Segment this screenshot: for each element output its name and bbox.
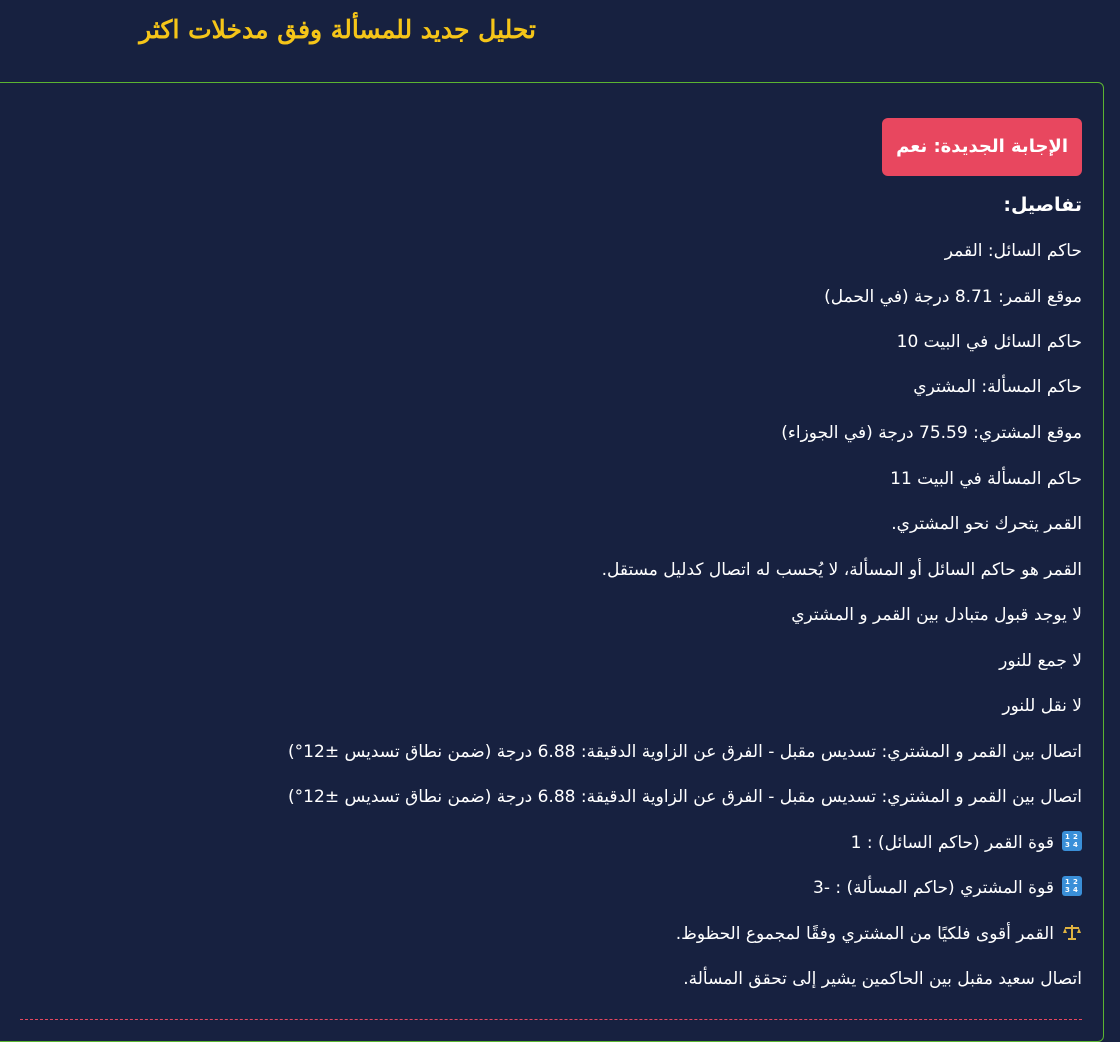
page-title: تحليل جديد للمسألة وفق مدخلات اكثر [139, 15, 536, 44]
detail-text: حاكم السائل في البيت 10 [896, 332, 1082, 352]
detail-line [813, 874, 1082, 902]
detail-line [945, 237, 1082, 265]
detail-line [683, 965, 1082, 993]
detail-line [781, 419, 1082, 447]
detail-line [791, 601, 1082, 629]
detail-line [288, 738, 1082, 766]
input-numbers-icon: 1 2 3 4 [1062, 876, 1082, 896]
detail-line [897, 328, 1082, 356]
answer-badge: الإجابة الجديدة: نعم [882, 118, 1082, 176]
detail-line [676, 920, 1082, 948]
detail-line [602, 556, 1082, 584]
detail-text: القمر يتحرك نحو المشتري. [891, 514, 1082, 534]
input-numbers-icon: 1 2 3 4 [1062, 831, 1082, 851]
detail-text: القمر هو حاكم السائل أو المسألة، لا يُحسب له اتصال كدليل مستقل. [601, 560, 1082, 580]
detail-text: اتصال سعيد مقبل بين الحاكمين يشير إلى تحقق المسألة. [683, 969, 1082, 989]
detail-line [1002, 692, 1082, 720]
detail-text: لا يوجد قبول متبادل بين القمر و المشتري [791, 605, 1082, 625]
detail-text: موقع القمر: 8.71 درجة (في الحمل) [824, 287, 1082, 307]
detail-text: لا نقل للنور [1002, 696, 1082, 716]
detail-line [824, 283, 1082, 311]
detail-text: اتصال بين القمر و المشتري: تسديس مقبل - الفرق عن الزاوية الدقيقة: 6.88 درجة (ضمن نطاق تسديس ±12°) [288, 742, 1082, 762]
detail-text: اتصال بين القمر و المشتري: تسديس مقبل - الفرق عن الزاوية الدقيقة: 6.88 درجة (ضمن نطاق تسديس ±12°) [288, 787, 1082, 807]
detail-text: موقع المشتري: 75.59 درجة (في الجوزاء) [781, 423, 1082, 443]
detail-line [851, 829, 1082, 857]
detail-line [890, 465, 1082, 493]
detail-line [999, 647, 1082, 675]
detail-line [288, 783, 1082, 811]
detail-text: القمر أقوى فلكيًا من المشتري وفقًا لمجموع الحظوظ. [675, 924, 1054, 944]
detail-line [913, 373, 1082, 401]
detail-text: قوة المشتري (حاكم المسألة) : -3 [813, 878, 1054, 898]
details-heading: تفاصيل: [1003, 194, 1082, 216]
detail-text: قوة القمر (حاكم السائل) : 1 [850, 833, 1054, 853]
balance-scale-icon [1062, 922, 1082, 942]
divider [20, 1019, 1082, 1020]
detail-text: حاكم المسألة في البيت 11 [890, 469, 1082, 489]
detail-line [891, 510, 1082, 538]
detail-text: حاكم السائل: القمر [944, 241, 1082, 261]
detail-text: لا جمع للنور [999, 651, 1082, 671]
detail-text: حاكم المسألة: المشتري [913, 377, 1082, 397]
